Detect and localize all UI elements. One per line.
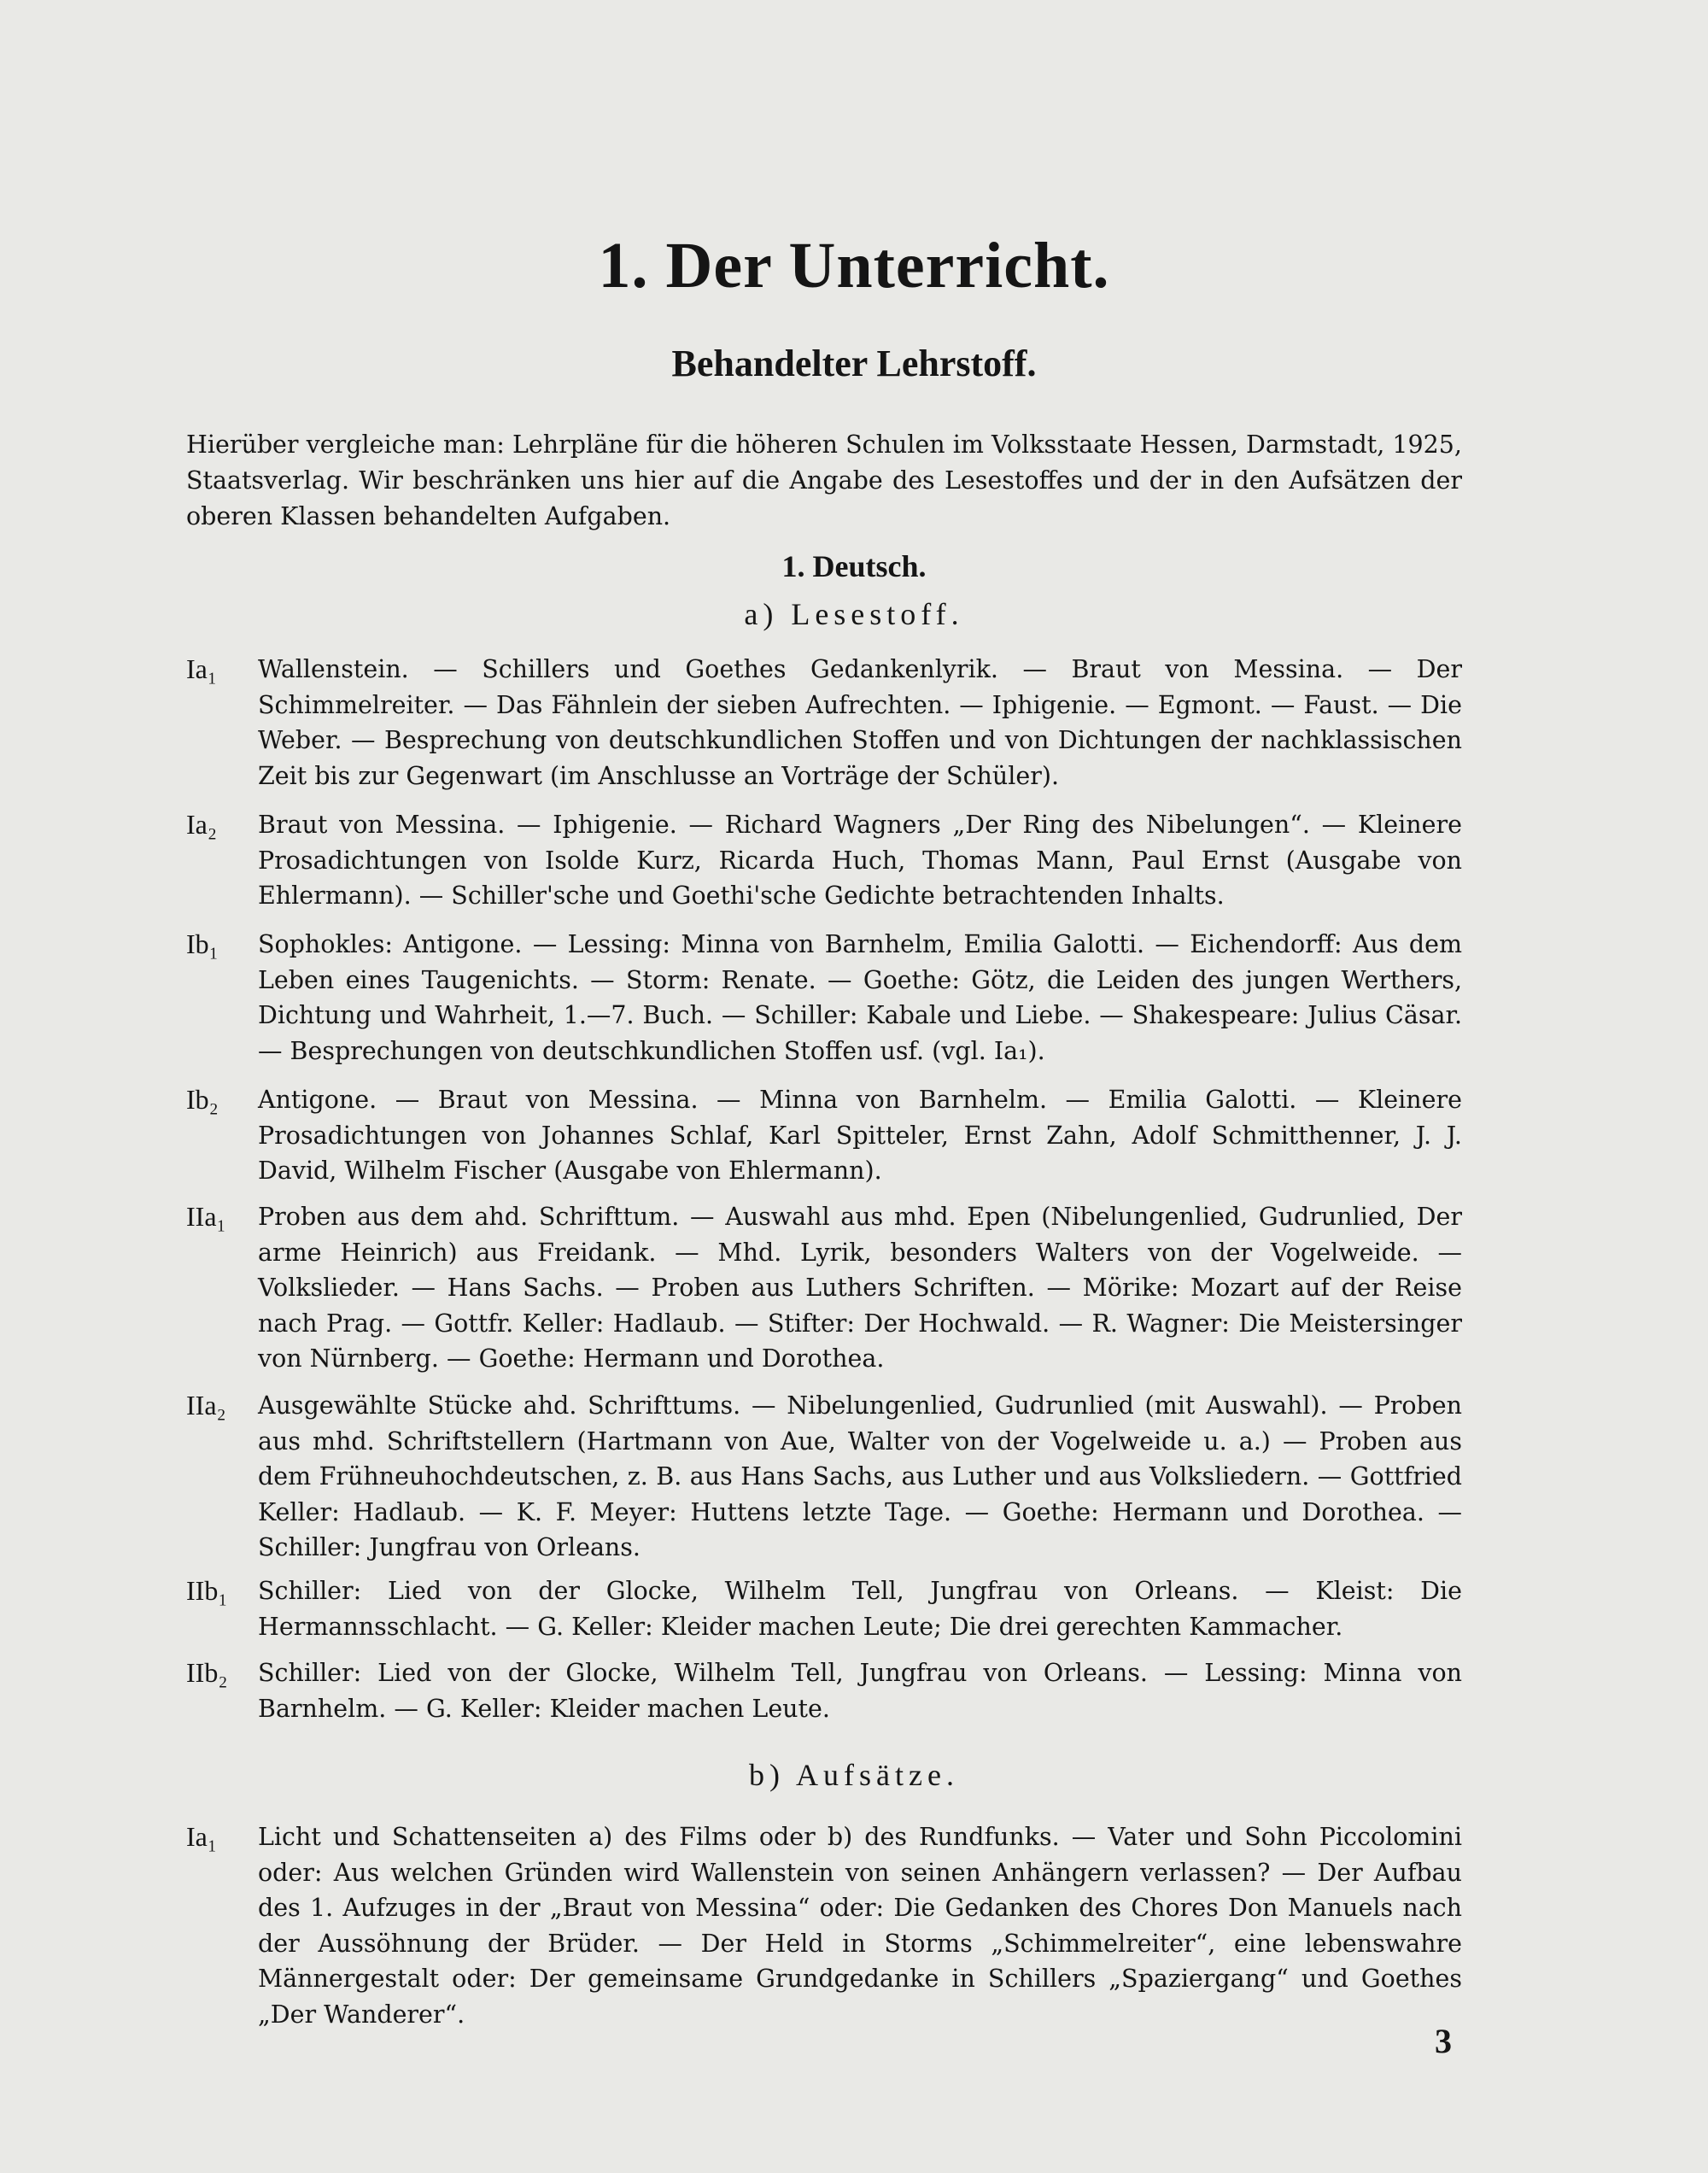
lesestoff-entry (186, 1573, 1462, 1644)
entry-text: Sophokles: Antigone. — Lessing: Minna von Barnhelm, Emilia Galotti. — Eichendorff: Aus dem Leben eines Taugenichts. — Storm: Renate. — Goethe: Götz, die Leiden des jungen Werthers, Dichtung und Wahrheit, 1.—7. Buch. — Schiller: Kabale und Liebe. — Shakespeare: Julius Cäsar. — Besprechungen von deutschkundlichen Stoffen usf. (vgl. Ia₁). (258, 930, 1462, 1065)
class-label: IIa₂ (186, 1390, 226, 1420)
lesestoff-entry (186, 1199, 1462, 1377)
entry-text: Antigone. — Braut von Messina. — Minna von Barnhelm. — Emilia Galotti. — Kleinere Prosadichtungen von Johannes Schlaf, Karl Spitteler, Ernst Zahn, Adolf Schmitthenner, J. J. David, Wilhelm Fischer (Ausgabe von Ehlermann). (258, 1086, 1462, 1185)
entry-text: Proben aus dem ahd. Schrifttum. — Auswahl aus mhd. Epen (Nibelungenlied, Gudrunlied, Der arme Heinrich) aus Freidank. — Mhd. Lyrik, besonders Walters von der Vogelweide. — Volkslieder. — Hans Sachs. — Proben aus Luthers Schriften. — Mörike: Mozart auf der Reise nach Prag. — Gottfr. Keller: Hadlaub. — Stifter: Der Hochwald. — R. Wagner: Die Meistersinger von Nürnberg. — Goethe: Hermann und Dorothea. (258, 1203, 1462, 1373)
page-number: 3 (1435, 2022, 1452, 2060)
class-label: Ib₁ (186, 928, 219, 959)
class-label: Ia₁ (186, 653, 218, 684)
aufsatz-entry (186, 1819, 1462, 2032)
entry-text: Licht und Schattenseiten a) des Films oder b) des Rundfunks. — Vater und Sohn Piccolomini oder: Aus welchen Gründen wird Wallenstein von seinen Anhängern verlassen? — Der Aufbau des 1. Aufzuges in der „Braut von Messina“ oder: Die Gedanken des Chores Don Manuels nach der Aussöhnung der Brüder. — Der Held in Storms „Schimmelreiter“, eine lebenswahre Männergestalt oder: Der gemeinsame Grundgedanke in Schillers „Spaziergang“ und Goethes „Der Wanderer“. (258, 1823, 1462, 2029)
entry-text: Braut von Messina. — Iphigenie. — Richard Wagners „Der Ring des Nibelungen“. — Kleinere Prosadichtungen von Isolde Kurz, Ricarda Huch, Thomas Mann, Paul Ernst (Ausgabe von Ehlermann). — Schiller'sche und Goethi'sche Gedichte betrachtenden Inhalts. (258, 811, 1462, 910)
page-subtitle: Behandelter Lehrstoff. (671, 343, 1037, 384)
page-title: 1. Der Unterricht. (598, 230, 1110, 302)
lesestoff-entry (186, 1655, 1462, 1726)
class-label: IIa₁ (186, 1201, 226, 1232)
class-label: Ia₂ (186, 809, 218, 840)
lesestoff-entry (186, 927, 1462, 1069)
class-label: IIb₂ (186, 1657, 228, 1688)
intro-paragraph: Hierüber vergleiche man: Lehrpläne für die höheren Schulen im Volksstaate Hessen, Darmstadt, 1925, Staatsverlag. Wir beschränken uns hier auf die Angabe des Lesestoffes und der in den Aufsätzen der oberen Klassen behandelten Aufgaben. (186, 430, 1462, 530)
lesestoff-heading: a) Lesestoff. (744, 597, 964, 631)
class-label: IIb₁ (186, 1575, 228, 1606)
entry-text: Wallenstein. — Schillers und Goethes Gedankenlyrik. — Braut von Messina. — Der Schimmelreiter. — Das Fähnlein der sieben Aufrechten. — Iphigenie. — Egmont. — Faust. — Die Weber. — Besprechung von deutschkundlichen Stoffen und von Dichtungen der nachklassischen Zeit bis zur Gegenwart (im Anschlusse an Vorträge der Schüler). (258, 655, 1462, 790)
entry-text: Ausgewählte Stücke ahd. Schrifttums. — Nibelungenlied, Gudrunlied (mit Auswahl). — Proben aus mhd. Schriftstellern (Hartmann von Aue, Walter von der Vogelweide u. a.) — Proben aus dem Frühneuhochdeutschen, z. B. aus Hans Sachs, aus Luther und aus Volksliedern. — Gottfried Keller: Hadlaub. — K. F. Meyer: Huttens letzte Tage. — Goethe: Hermann und Dorothea. — Schiller: Jungfrau von Orleans. (258, 1391, 1462, 1561)
section-title: 1. Deutsch. (781, 549, 927, 583)
entry-text: Schiller: Lied von der Glocke, Wilhelm Tell, Jungfrau von Orleans. — Lessing: Minna von Barnhelm. — G. Keller: Kleider machen Leute. (258, 1659, 1462, 1723)
class-label: Ia₁ (186, 1821, 218, 1852)
lesestoff-entry (186, 1388, 1462, 1566)
class-label: Ib₂ (186, 1084, 219, 1115)
lesestoff-entry (186, 1082, 1462, 1189)
entry-text: Schiller: Lied von der Glocke, Wilhelm Tell, Jungfrau von Orleans. — Kleist: Die Hermannsschlacht. — G. Keller: Kleider machen Leute; Die drei gerechten Kammacher. (258, 1577, 1462, 1641)
lesestoff-entry (186, 807, 1462, 914)
lesestoff-entry (186, 652, 1462, 794)
aufsaetze-heading: b) Aufsätze. (749, 1758, 959, 1792)
